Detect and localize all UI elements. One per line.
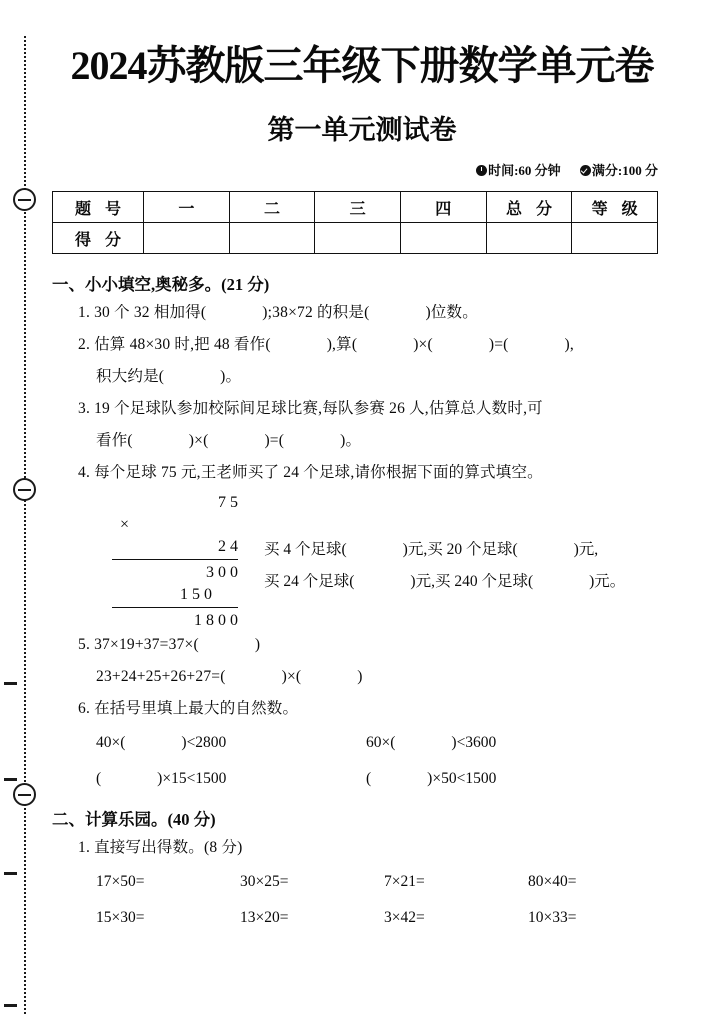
score-cell-1[interactable] xyxy=(144,223,230,254)
exam-meta xyxy=(460,160,658,179)
score-table xyxy=(52,191,658,254)
q3-l2-text-b: )×( xyxy=(188,432,209,449)
q2-text-c: )×( xyxy=(413,336,433,353)
vmul-row-multiplicand xyxy=(120,492,238,514)
vertical-multiplication xyxy=(120,492,238,632)
vmul-rule-2 xyxy=(112,607,238,608)
calc-expr[interactable]: 80×40= xyxy=(528,873,577,890)
q3-l2-text-c: )=( xyxy=(264,432,285,449)
score-cell-3[interactable] xyxy=(315,223,401,254)
check-circle-icon xyxy=(580,165,591,176)
score-cell-total[interactable] xyxy=(486,223,572,254)
clock-icon xyxy=(476,165,487,176)
q3-text-line1: 3. 19 个足球队参加校际间足球比赛,每队参赛 26 人,估算总人数时,可 xyxy=(78,400,543,417)
calc-expr[interactable]: 3×42= xyxy=(384,909,425,926)
q5-l2-text-b: )×( xyxy=(281,668,302,685)
calc-expr[interactable]: 15×30= xyxy=(96,909,145,926)
score-cell-grade[interactable] xyxy=(572,223,658,254)
q4-t2b: )元,买 240 个足球( xyxy=(410,573,534,590)
q3-l2-text-a: 看作( xyxy=(96,432,133,449)
table-row-header xyxy=(53,192,658,223)
q6-i4-b: )×50<1500 xyxy=(427,770,497,787)
calc-expr[interactable]: 10×33= xyxy=(528,909,577,926)
q5-l2-text-c: ) xyxy=(357,668,363,685)
q6-item-1 xyxy=(96,725,366,761)
q4-t1b: )元,买 20 个足球( xyxy=(402,541,518,558)
q6-text-line1: 6. 在括号里填上最大的自然数。 xyxy=(78,700,299,717)
s2q1-text: 1. 直接写出得数。(8 分) xyxy=(78,839,243,856)
score-cell-2[interactable] xyxy=(229,223,315,254)
q6-i4-a: ( xyxy=(366,770,372,787)
section2-question-1 xyxy=(52,832,692,863)
q2-text-d: )=( xyxy=(488,336,509,353)
q6-i1-a: 40×( xyxy=(96,734,126,751)
vmul-multiplier: 2 4 xyxy=(218,538,238,555)
score-col-total: 总 分 xyxy=(486,192,572,223)
q6-i1-b: )<2800 xyxy=(181,734,227,751)
section-heading-1: 一、小小填空,奥秘多。(21 分) xyxy=(52,275,270,294)
section-heading-2: 二、计算乐园。(40 分) xyxy=(52,810,216,829)
table-row-scores xyxy=(53,223,658,254)
exam-total xyxy=(580,160,658,179)
score-col-4: 四 xyxy=(400,192,486,223)
q4-t2a: 买 24 个足球( xyxy=(264,573,355,590)
question-6-row-1 xyxy=(52,725,692,761)
q4-t1a: 买 4 个足球( xyxy=(264,541,347,558)
q4-t1c: )元, xyxy=(573,541,599,558)
q2-l2-text-a: 积大约是( xyxy=(96,368,165,385)
question-3-line2 xyxy=(52,425,692,456)
q4-text-line1: 4. 每个足球 75 元,王老师买了 24 个足球,请你根据下面的算式填空。 xyxy=(78,464,543,481)
q2-text-b: ),算( xyxy=(326,336,358,353)
q6-i3-b: )×15<1500 xyxy=(157,770,227,787)
question-1 xyxy=(52,297,692,328)
q2-l2-text-b: )。 xyxy=(220,368,242,385)
question-5-line2 xyxy=(52,661,692,692)
q6-i2-b: )<3600 xyxy=(451,734,497,751)
vmul-partial-1: 3 0 0 xyxy=(206,564,238,581)
exam-time xyxy=(476,160,561,179)
exam-total-label: 满分:100 分 xyxy=(591,163,658,178)
q1-text-b: );38×72 的积是( xyxy=(262,304,370,321)
q4-blank-line-2 xyxy=(264,566,625,598)
question-6 xyxy=(52,693,692,724)
score-col-3: 三 xyxy=(315,192,401,223)
q2-text-a: 2. 估算 48×30 时,把 48 看作( xyxy=(78,336,271,353)
score-table-row-label: 题 号 xyxy=(53,192,144,223)
vmul-product: 1 8 0 0 xyxy=(194,612,238,629)
question-4-work-area xyxy=(52,492,692,629)
q4-t2c: )元。 xyxy=(589,573,626,590)
q1-text-c: )位数。 xyxy=(425,304,478,321)
question-5 xyxy=(52,629,692,660)
question-3 xyxy=(52,393,692,424)
score-col-grade: 等 级 xyxy=(572,192,658,223)
question-4 xyxy=(52,457,692,488)
q1-text-a: 1. 30 个 32 相加得( xyxy=(78,304,207,321)
score-cell-4[interactable] xyxy=(400,223,486,254)
q5-text-a: 5. 37×19+37=37×( xyxy=(78,636,199,653)
page-subtitle: 第一单元测试卷 xyxy=(267,115,457,145)
page-title: 2024苏教版三年级下册数学单元卷 xyxy=(70,43,654,88)
q4-blank-line-1 xyxy=(264,534,625,566)
vmul-operator: × xyxy=(120,516,130,533)
vmul-row-partial-2 xyxy=(120,584,238,606)
q6-item-3 xyxy=(96,761,366,797)
q6-i3-a: ( xyxy=(96,770,102,787)
q6-i2-a: 60×( xyxy=(366,734,396,751)
exam-content xyxy=(52,262,692,936)
exam-time-label: 时间:60 分钟 xyxy=(488,163,561,178)
question-2-line2 xyxy=(52,361,692,392)
vmul-multiplicand: 7 5 xyxy=(218,494,238,511)
vmul-row-product xyxy=(120,610,238,632)
q2-text-e: ), xyxy=(564,336,574,353)
score-table-row-label-2: 得 分 xyxy=(53,223,144,254)
q3-l2-text-d: )。 xyxy=(340,432,362,449)
q5-text-b: ) xyxy=(254,636,261,653)
question-4-blanks xyxy=(264,534,625,598)
vmul-row-partial-1 xyxy=(120,562,238,584)
q5-l2-text-a: 23+24+25+26+27=( xyxy=(96,668,226,685)
oral-calc-row-2 xyxy=(52,900,692,936)
question-6-row-2 xyxy=(52,761,692,797)
calc-expr[interactable]: 7×21= xyxy=(384,873,425,890)
vmul-rule-1 xyxy=(112,559,238,560)
score-col-2: 二 xyxy=(229,192,315,223)
question-2 xyxy=(52,329,692,360)
score-col-1: 一 xyxy=(144,192,230,223)
q6-item-4 xyxy=(366,761,636,797)
calc-expr[interactable]: 17×50= xyxy=(96,873,145,890)
vmul-partial-2: 1 5 0 xyxy=(180,586,212,603)
q6-item-2 xyxy=(366,725,636,761)
vmul-row-multiplier xyxy=(120,514,238,558)
calc-expr[interactable]: 13×20= xyxy=(240,909,289,926)
oral-calc-row-1 xyxy=(52,864,692,900)
calc-expr[interactable]: 30×25= xyxy=(240,873,289,890)
